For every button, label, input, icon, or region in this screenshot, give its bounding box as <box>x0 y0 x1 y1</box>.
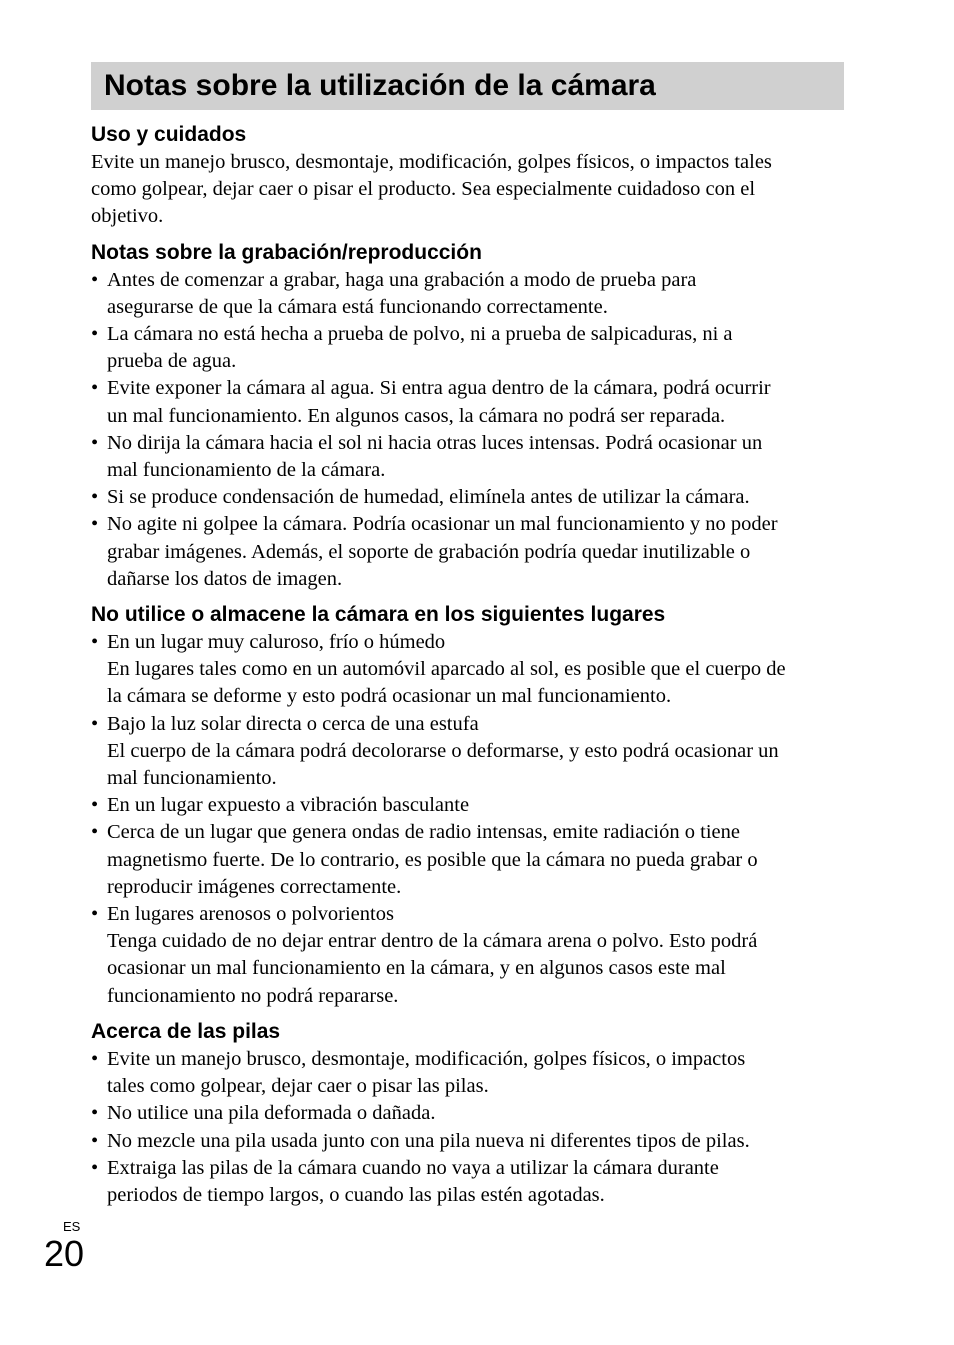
list-item-line: No mezcle una pila usada junto con una pila nueva ni diferentes tipos de pilas. <box>107 1129 750 1152</box>
list-item-line: En lugares arenosos o polvorientos <box>107 903 394 926</box>
list-item <box>91 1046 844 1100</box>
section <box>91 121 844 231</box>
bullet-icon: • <box>91 431 99 454</box>
section <box>91 601 844 1010</box>
language-code: ES <box>63 1219 81 1234</box>
bullet-icon: • <box>91 794 99 817</box>
list-item-line: funcionamiento no podrá repararse. <box>107 984 399 1007</box>
list-item-line: En un lugar muy caluroso, frío o húmedo <box>107 631 446 654</box>
list-item-line: tales como golpear, dejar caer o pisar las pilas. <box>107 1075 489 1098</box>
list-item-line: Cerca de un lugar que genera ondas de radio intensas, emite radiación o tiene <box>107 821 740 844</box>
list-item-line: reproducir imágenes correctamente. <box>107 875 402 898</box>
page-title-band <box>91 62 844 110</box>
bullet-icon: • <box>91 377 99 400</box>
list-item-line: prueba de agua. <box>107 350 237 373</box>
list-item <box>91 1128 844 1155</box>
list-item-line: En lugares tales como en un automóvil aparcado al sol, es posible que el cuerpo de <box>107 658 786 681</box>
list-item <box>91 1100 844 1127</box>
list-item-line: Evite exponer la cámara al agua. Si entra agua dentro de la cámara, podrá ocurrir <box>107 377 771 400</box>
bullet-list <box>91 1046 844 1209</box>
list-item-line: grabar imágenes. Además, el soporte de grabación podría quedar inutilizable o <box>107 540 751 563</box>
section <box>91 239 844 593</box>
list-item-line: No utilice una pila deformada o dañada. <box>107 1102 436 1125</box>
list-item-line: dañarse los datos de imagen. <box>107 567 343 590</box>
list-item-line: la cámara se deforme y esto podrá ocasionar un mal funcionamiento. <box>107 685 672 708</box>
section-paragraph <box>91 149 844 231</box>
bullet-list <box>91 629 844 1010</box>
bullet-icon: • <box>91 268 99 291</box>
list-item-line: magnetismo fuerte. De lo contrario, es posible que la cámara no pueda grabar o <box>107 848 758 871</box>
bullet-icon: • <box>91 631 99 654</box>
section <box>91 1018 844 1209</box>
list-item <box>91 321 844 375</box>
paragraph-line: Evite un manejo brusco, desmontaje, modificación, golpes físicos, o impactos tales <box>91 151 772 173</box>
bullet-icon: • <box>91 903 99 926</box>
bullet-icon: • <box>91 1047 99 1070</box>
list-item-line: Evite un manejo brusco, desmontaje, modificación, golpes físicos, o impactos <box>107 1047 746 1070</box>
paragraph-line: como golpear, dejar caer o pisar el producto. Sea especialmente cuidadoso con el <box>91 178 756 201</box>
list-item-line: No agite ni golpee la cámara. Podría ocasionar un mal funcionamiento y no poder <box>107 513 778 536</box>
page-number: 20 <box>44 1233 85 1274</box>
list-item <box>91 267 844 321</box>
list-item <box>91 711 844 793</box>
list-item-line: mal funcionamiento de la cámara. <box>107 459 386 482</box>
list-item-line: Tenga cuidado de no dejar entrar dentro de la cámara arena o polvo. Esto podrá <box>107 930 758 953</box>
list-item <box>91 629 844 711</box>
list-item <box>91 901 844 1010</box>
list-item-line: Extraiga las pilas de la cámara cuando no vaya a utilizar la cámara durante <box>107 1156 719 1179</box>
paragraph-line: objetivo. <box>91 205 164 228</box>
list-item-line: asegurarse de que la cámara está funcionando correctamente. <box>107 295 608 318</box>
list-item-line: Bajo la luz solar directa o cerca de una estufa <box>107 712 479 735</box>
bullet-list <box>91 267 844 593</box>
list-item-line: Antes de comenzar a grabar, haga una grabación a modo de prueba para <box>107 268 697 291</box>
bullet-icon: • <box>91 323 99 346</box>
list-item <box>91 1155 844 1209</box>
list-item-line: mal funcionamiento. <box>107 767 277 790</box>
bullet-icon: • <box>91 486 99 509</box>
list-item <box>91 430 844 484</box>
section-heading: No utilice o almacene la cámara en los siguientes lugares <box>91 603 666 627</box>
bullet-icon: • <box>91 1102 99 1125</box>
bullet-icon: • <box>91 1129 99 1152</box>
page-title: Notas sobre la utilización de la cámara <box>104 69 656 102</box>
list-item-line: un mal funcionamiento. En algunos casos, la cámara no podrá ser reparada. <box>107 404 726 427</box>
list-item-line: La cámara no está hecha a prueba de polvo, ni a prueba de salpicaduras, ni a <box>107 323 733 346</box>
list-item-line: Si se produce condensación de humedad, elimínela antes de utilizar la cámara. <box>107 486 750 509</box>
document-body <box>91 121 844 1217</box>
section-heading: Acerca de las pilas <box>91 1019 281 1043</box>
list-item-line: No dirija la cámara hacia el sol ni hacia otras luces intensas. Podrá ocasionar un <box>107 431 763 454</box>
list-item-line: En un lugar expuesto a vibración basculante <box>107 794 470 817</box>
list-item <box>91 511 844 593</box>
bullet-icon: • <box>91 513 99 536</box>
list-item <box>91 792 844 819</box>
list-item-line: ocasionar un mal funcionamiento en la cámara, y en algunos casos este mal <box>107 957 726 980</box>
bullet-icon: • <box>91 821 99 844</box>
list-item <box>91 819 844 901</box>
section-heading: Uso y cuidados <box>91 123 247 146</box>
bullet-icon: • <box>91 712 99 735</box>
list-item <box>91 484 844 511</box>
section-heading: Notas sobre la grabación/reproducción <box>91 240 482 264</box>
list-item-line: periodos de tiempo largos, o cuando las pilas estén agotadas. <box>107 1183 605 1206</box>
list-item-line: El cuerpo de la cámara podrá decolorarse o deformarse, y esto podrá ocasionar un <box>107 739 779 762</box>
list-item <box>91 375 844 429</box>
bullet-icon: • <box>91 1156 99 1179</box>
